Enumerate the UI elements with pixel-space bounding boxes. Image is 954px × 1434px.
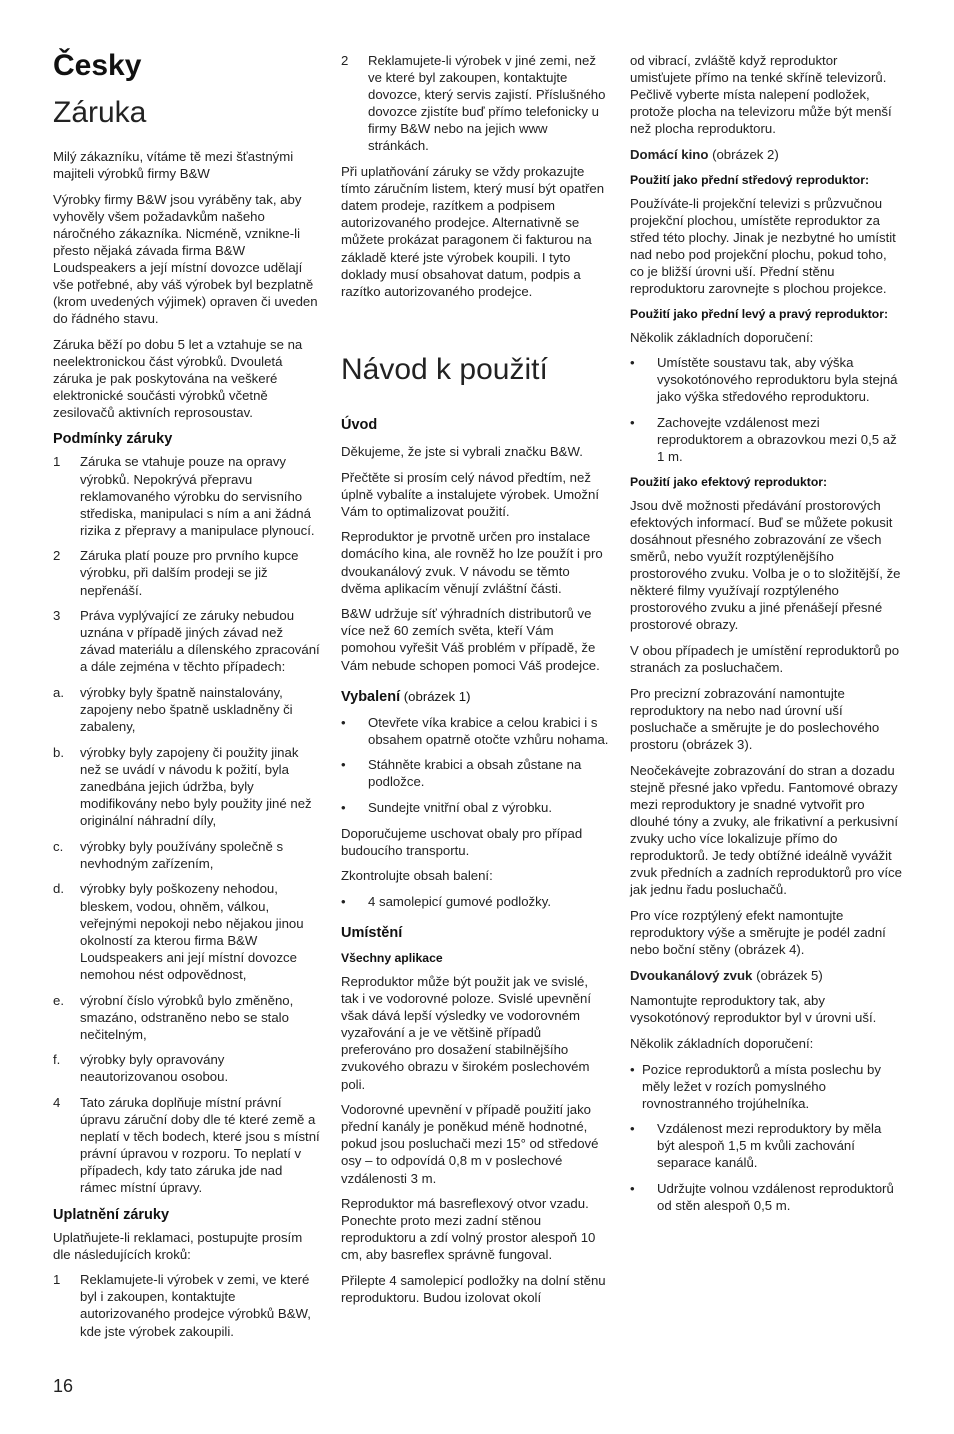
- page-number: 16: [53, 1376, 74, 1396]
- stereo-tips: [630, 1120, 902, 1214]
- paragraph: Dvoukanálový zvuk (obrázek 5): [630, 967, 823, 983]
- paragraph: Několik základních doporučení:: [630, 1035, 814, 1051]
- section-heading: Umístění: [341, 924, 403, 941]
- manual-title: Návod k použití: [341, 353, 548, 386]
- paragraph: Děkujeme, že jste si vybrali značku B&W.: [341, 444, 583, 459]
- paragraph: Vodorovné upevnění v případě použití jako přední kanály je poněkud méně hodnotné, pokud jsou posluchači mezi 15° od středové osy – to odpovídá 0,8 m v poslechové vzdálenosti 3 m.: [341, 1102, 599, 1186]
- paragraph: Pro více rozptýlený efekt namontujte reproduktory výše a směrujte je podél zadní nebo boční stěny (obrázek 4).: [630, 907, 886, 958]
- list-item: • Vzdálenost mezi reproduktory by měla být alespoň 1,5 m kvůli zachování separace kanálů.: [630, 1121, 882, 1171]
- list-item: c. výrobky byly používány společně s nevhodným zařízením,: [53, 838, 284, 871]
- section-heading: Úvod: [341, 417, 378, 433]
- sub-heading: Použití jako přední středový reproduktor:: [630, 172, 870, 187]
- paragraph: V obou případech je umístění reproduktorů po stranách za posluchačem.: [630, 643, 900, 676]
- paragraph: Při uplatňování záruky se vždy prokazujte tímto záručním listem, který musí být opatřen datem prodeje, razítkem a podpisem autorizovaného prodejce. Alternativně se můžete prokázat paragonem či fakturou na základě které jste výrobek koupili. I tyto doklady musí obsahovat datum, podpis a razítko autorizovaného prodejce.: [341, 164, 605, 299]
- claims-list: [53, 1271, 321, 1339]
- paragraph: Používáte-li projekční televizi s průzvučnou projekční plochou, umístěte reproduktor za střed této plochy. Jinak je nezbytné ho umístit nad nebo pod projekční plochu, pokud toho, co je bližší úrovni uší. Přední stěnu reproduktoru zarovnejte s plochou projekce.: [630, 195, 896, 297]
- list-item: • Zachovejte vzdálenost mezi reproduktorem a obrazovkou mezi 0,5 až 1 m.: [630, 415, 897, 465]
- list-item: 2 Reklamujete-li výrobek v jiné zemi, než ve které byl zakoupen, kontaktujte dovozce, který servis zajistí. Příslušného dovozce zjistíte buď přímo telefonicky u firmy B&W nebo na jejich www stránkách.: [341, 53, 606, 154]
- sub-heading: Použití jako přední levý a pravý reproduktor:: [630, 306, 889, 321]
- unpack-steps: [341, 714, 609, 816]
- paragraph: B&W udržuje síť výhradních distributorů ve více než 60 zemích světa, kteří Vám pomohou vyřešit Váš problém v případě, že Vám nebude schopen pomoci Váš prodejce.: [341, 606, 600, 673]
- paragraph: Záruka běží po dobu 5 let a vztahuje se na neelektronickou část výrobků. Dvouletá záruka je pak poskytována na veškeré elektronické součásti výrobků včetně zesilovačů aktivních reprosoustav.: [53, 336, 303, 421]
- list-item: 1 Záruka se vtahuje pouze na opravy výrobků. Nepokrývá přepravu reklamovaného výrobku do servisního střediska, manipulaci s ním a ani žádná rizika z přepravy a manipulace plynoucí.: [53, 454, 315, 538]
- paragraph: Neočekávejte zobrazování do stran a dozadu stejně přesné jako vpředu. Fantomové obrazy mezi reproduktory je snadné vytvořit pro dlouhé tóny a zvuky, ale frikativní a perkusivní zvuky ucho více lokalizuje přímo do reproduktorů. Je tedy obtížné ideálně vyvážit zvuk předních a zadních reproduktorů pro více jak jednu řadu posluchačů.: [630, 762, 902, 898]
- paragraph: Milý zákazníku, vítáme tě mezi šťastnými majiteli výrobků firmy B&W: [53, 149, 294, 182]
- list-item: • Udržujte volnou vzdálenost reproduktorů od stěn alespoň 0,5 m.: [630, 1181, 894, 1214]
- paragraph: Reproduktor má basreflexový otvor vzadu. Ponechte proto mezi zadní stěnou reproduktoru a zdí volný prostor alespoň 10 cm, aby basreflex správně fungoval.: [341, 1196, 596, 1263]
- list-item: f. výrobky byly opravovány neautorizovanou osobou.: [53, 1052, 229, 1085]
- paragraph: Několik základních doporučení:: [630, 329, 814, 345]
- list-item: • Stáhněte krabici a obsah zůstane na podložce.: [341, 757, 582, 790]
- paragraph: od vibrací, zvláště když reproduktor umisťujete přímo na tenké skříně televizorů. Pečlivě vyberte místa nalepení podložek, protože plocha na televizoru může být menší než plocha reproduktoru.: [630, 53, 892, 137]
- claims-list-cont: [341, 52, 609, 155]
- list-item: • Pozice reproduktorů a místa poslechu by měly ležet v rozích pomyslného rovnostranného trojúhelníka.: [630, 1061, 881, 1111]
- paragraph: Pro precizní zobrazování namontujte reproduktory na nebo nad úrovní uší posluchače a směrujte je do poslechového prostoru (obrázek 3).: [630, 685, 880, 752]
- paragraph: Zkontrolujte obsah balení:: [341, 868, 493, 884]
- manual-body: [341, 416, 609, 1315]
- language-heading: Česky: [53, 49, 142, 82]
- list-item: e. výrobní číslo výrobků bylo změněno, smazáno, odstraněno nebo se stalo nečitelným,: [53, 992, 294, 1042]
- paragraph: Uplatňujete-li reklamaci, postupujte prosím dle následujících kroků:: [53, 1229, 303, 1262]
- contents-list: [341, 893, 609, 910]
- list-item: a. výrobky byly špatně nainstalovány, zapojeny nebo špatně uskladněny či zabaleny,: [53, 685, 293, 735]
- section-heading: Uplatnění záruky: [53, 1206, 170, 1223]
- section-heading: Vybalení (obrázek 1): [341, 688, 471, 705]
- list-item: • Umístěte soustavu tak, aby výška vysokotónového reproduktoru byla stejná jako výška středového reproduktoru.: [630, 355, 898, 405]
- paragraph: Reproduktor je prvotně určen pro instalace domácího kina, ale rovněž ho lze použít i pro dvoukanálový zvuk. V návodu se těmto dvěma aplikacím věnují zvláštní části.: [341, 529, 603, 596]
- list-item: • Otevřete víka krabice a celou krabici i s obsahem opatrně otočte vzhůru nohama.: [341, 714, 609, 747]
- paragraph: Přečtěte si prosím celý návod předtím, než úplně vybalíte a instalujete výrobek. Umožní Vám to optimalizovat použití.: [341, 469, 600, 519]
- sub-heading: Všechny aplikace: [341, 950, 443, 965]
- section-heading: Podmínky záruky: [53, 431, 173, 448]
- stereo-tip-first: [630, 1061, 902, 1112]
- paragraph: Reproduktor může být použit jak ve svislé, tak i ve vodorovné poloze. Svislé upevnění však dává lepší výsledky ve vodorovném vyzařování a je ve většině případů preferováno pro dosažení stabilnějšího zvukového obrazu v širokém poslechovém poli.: [341, 973, 591, 1092]
- sub-heading: Použití jako efektový reproduktor:: [630, 474, 828, 489]
- paragraph: Přilepte 4 samolepicí podložky na dolní stěnu reproduktoru. Budou izolovat okolí: [341, 1272, 606, 1306]
- lr-tips: [630, 354, 902, 465]
- paragraph: Namontujte reproduktory tak, aby vysokotónový reproduktor byl v úrovni uší.: [630, 993, 877, 1026]
- claims-continued: [341, 52, 609, 308]
- paragraph: Výrobky firmy B&W jsou vyráběny tak, aby vyhověly všem požadavkům našeho náročného zákazníka. Nicméně, vznikne-li přesto nějaká závada firma B&W Loudspeakers a její místní dovozce udělají vše potřebné, aby váš výrobek byl bezplatně (krom uvedených výjimek) opraven či uveden do řádného stavu.: [53, 191, 318, 327]
- list-item: • 4 samolepicí gumové podložky.: [341, 893, 552, 909]
- list-item: 2 Záruka platí pouze pro prvního kupce výrobku, při dalším prodeji se již nepřenáší.: [53, 548, 299, 598]
- paragraph: Domácí kino (obrázek 2): [630, 146, 779, 162]
- list-item: 1 Reklamujete-li výrobek v zemi, ve které byl i zakoupen, kontaktujte autorizovaného prodejce výrobků B&W, kde jste výrobek zakoupili.: [53, 1272, 311, 1339]
- warranty-title: Záruka: [53, 96, 147, 129]
- paragraph: Doporučujeme uschovat obaly pro případ budoucího transportu.: [341, 825, 583, 858]
- list-item: 4 Tato záruka doplňuje místní právní úpravu záruční doby dle té které země a neplatí v těch bodech, které jsou s místní právní úpravou v rozporu. To neplatí v případech, kdy tato záruka jde nad rámec místní úpravy.: [53, 1095, 320, 1196]
- warranty-body: [53, 148, 321, 1348]
- column-3-body: [630, 52, 902, 1223]
- list-item: b. výrobky byly zapojeny či použity jinak než se uvádí v návodu k požití, byla zanedbána jejich údržba, byly modifikovány nebo byly použity jiné než originální náhradní díly,: [53, 744, 312, 829]
- conditions-list: [53, 453, 321, 1196]
- list-item: • Sundejte vnitřní obal z výrobku.: [341, 800, 552, 815]
- list-item: d. výrobky byly poškozeny nehodou, bleskem, vodou, ohněm, válkou, veřejnými nepokoji nebo nějakou jinou okolností za kterou firma B&W Loudspeakers ani její místní dovozce nemohou nést odpovědnost,: [53, 881, 304, 982]
- list-item: 3 Práva vyplývající ze záruky nebudou uznána v případě jiných závad než závad materiálu a dílenského zpracování a dále zejména v těchto případech:: [53, 608, 320, 675]
- paragraph: Jsou dvě možnosti předávání prostorových efektových informací. Buď se můžete pokusit dosáhnout přesného zobrazování ze všech směrů, nebo využít rozptýlenějšího prostorového zvuku. Volba je o to složitější, že některé filmy využívají rozptýleného prostorového zvuku a jiné přenášejí přesné prostorové obrazy.: [630, 497, 901, 633]
